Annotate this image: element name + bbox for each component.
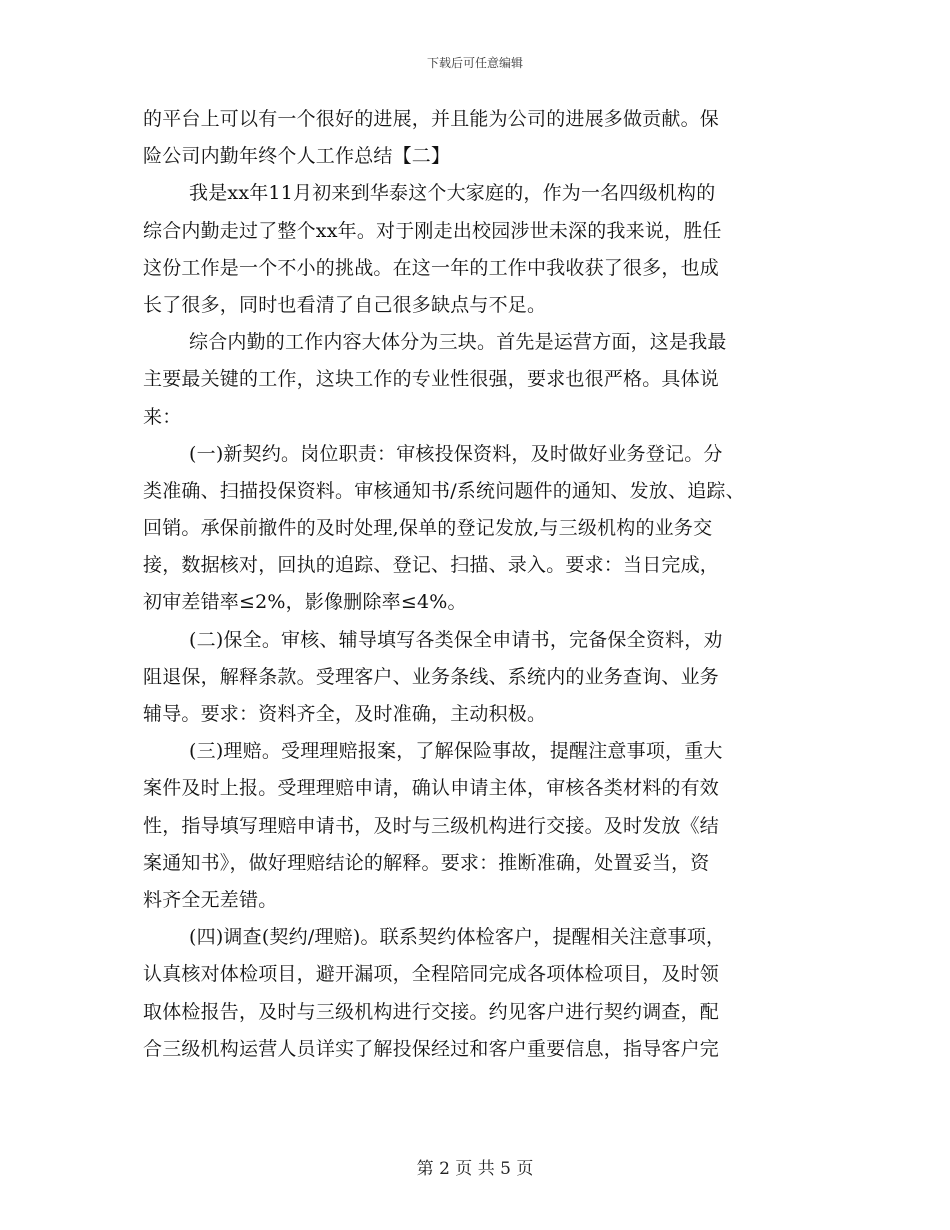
- text-line: 综合内勤的工作内容大体分为三块。首先是运营方面，这是我最: [189, 331, 727, 354]
- text-line: (二)保全。审核、辅导填写各类保全申请书，完备保全资料，劝: [189, 628, 723, 651]
- text-line: 主要最关键的工作，这块工作的专业性很强，要求也很严格。具体说: [143, 368, 720, 391]
- text-line: (一)新契约。岗位职责：审核投保资料，及时做好业务登记。分: [189, 442, 723, 465]
- text-line: 类准确、扫描投保资料。审核通知书/系统问题件的通知、发放、追踪、: [143, 479, 745, 502]
- text-line: 综合内勤走过了整个xx年。对于刚走出校园涉世未深的我来说，胜任: [143, 219, 722, 242]
- text-line: 取体检报告，及时与三级机构进行交接。约见客户进行契约调查，配: [143, 1000, 720, 1023]
- text-line: 长了很多，同时也看清了自己很多缺点与不足。: [143, 293, 547, 316]
- text-line: 我是xx年11月初来到华泰这个大家庭的，作为一名四级机构的: [189, 182, 716, 205]
- text-line: 这份工作是一个不小的挑战。在这一年的工作中我收获了很多，也成: [143, 256, 720, 279]
- text-line: 阻退保，解释条款。受理客户、业务条线、系统内的业务查询、业务: [143, 665, 720, 688]
- text-line: 来：: [143, 405, 182, 428]
- text-line: 的平台上可以有一个很好的进展，并且能为公司的进展多做贡献。保: [143, 108, 720, 130]
- text-line: 初审差错率≤2%，影像删除率≤4%。: [143, 591, 467, 614]
- text-line: 案件及时上报。受理理赔申请，确认申请主体，审核各类材料的有效: [143, 777, 720, 800]
- text-line: (四)调查(契约/理赔)。联系契约体检客户，提醒相关注意事项，: [189, 926, 726, 949]
- text-line: 性，指导填写理赔申请书，及时与三级机构进行交接。及时发放《结: [143, 814, 720, 837]
- page-header: 下载后可任意编辑: [426, 56, 523, 70]
- text-line: 回销。承保前撤件的及时处理,保单的登记发放,与三级机构的业务交: [143, 517, 713, 540]
- text-line: 险公司内勤年终个人工作总结【二】: [143, 145, 451, 168]
- text-line: 认真核对体检项目，避开漏项，全程陪同完成各项体检项目，及时领: [143, 963, 720, 986]
- page-footer: 第 2 页 共 5 页: [416, 1159, 534, 1179]
- text-line: 辅导。要求：资料齐全，及时准确，主动积极。: [143, 703, 547, 725]
- text-line: (三)理赔。受理理赔报案，了解保险事故，提醒注意事项，重大: [189, 740, 723, 763]
- text-line: 料齐全无差错。: [143, 888, 278, 911]
- document-body: [143, 101, 823, 1068]
- text-line: 案通知书》，做好理赔结论的解释。要求：推断准确，处置妥当，资: [143, 851, 710, 874]
- text-line: 接，数据核对，回执的追踪、登记、扫描、录入。要求：当日完成，: [143, 554, 720, 577]
- text-line: 合三级机构运营人员详实了解投保经过和客户重要信息，指导客户完: [143, 1037, 720, 1060]
